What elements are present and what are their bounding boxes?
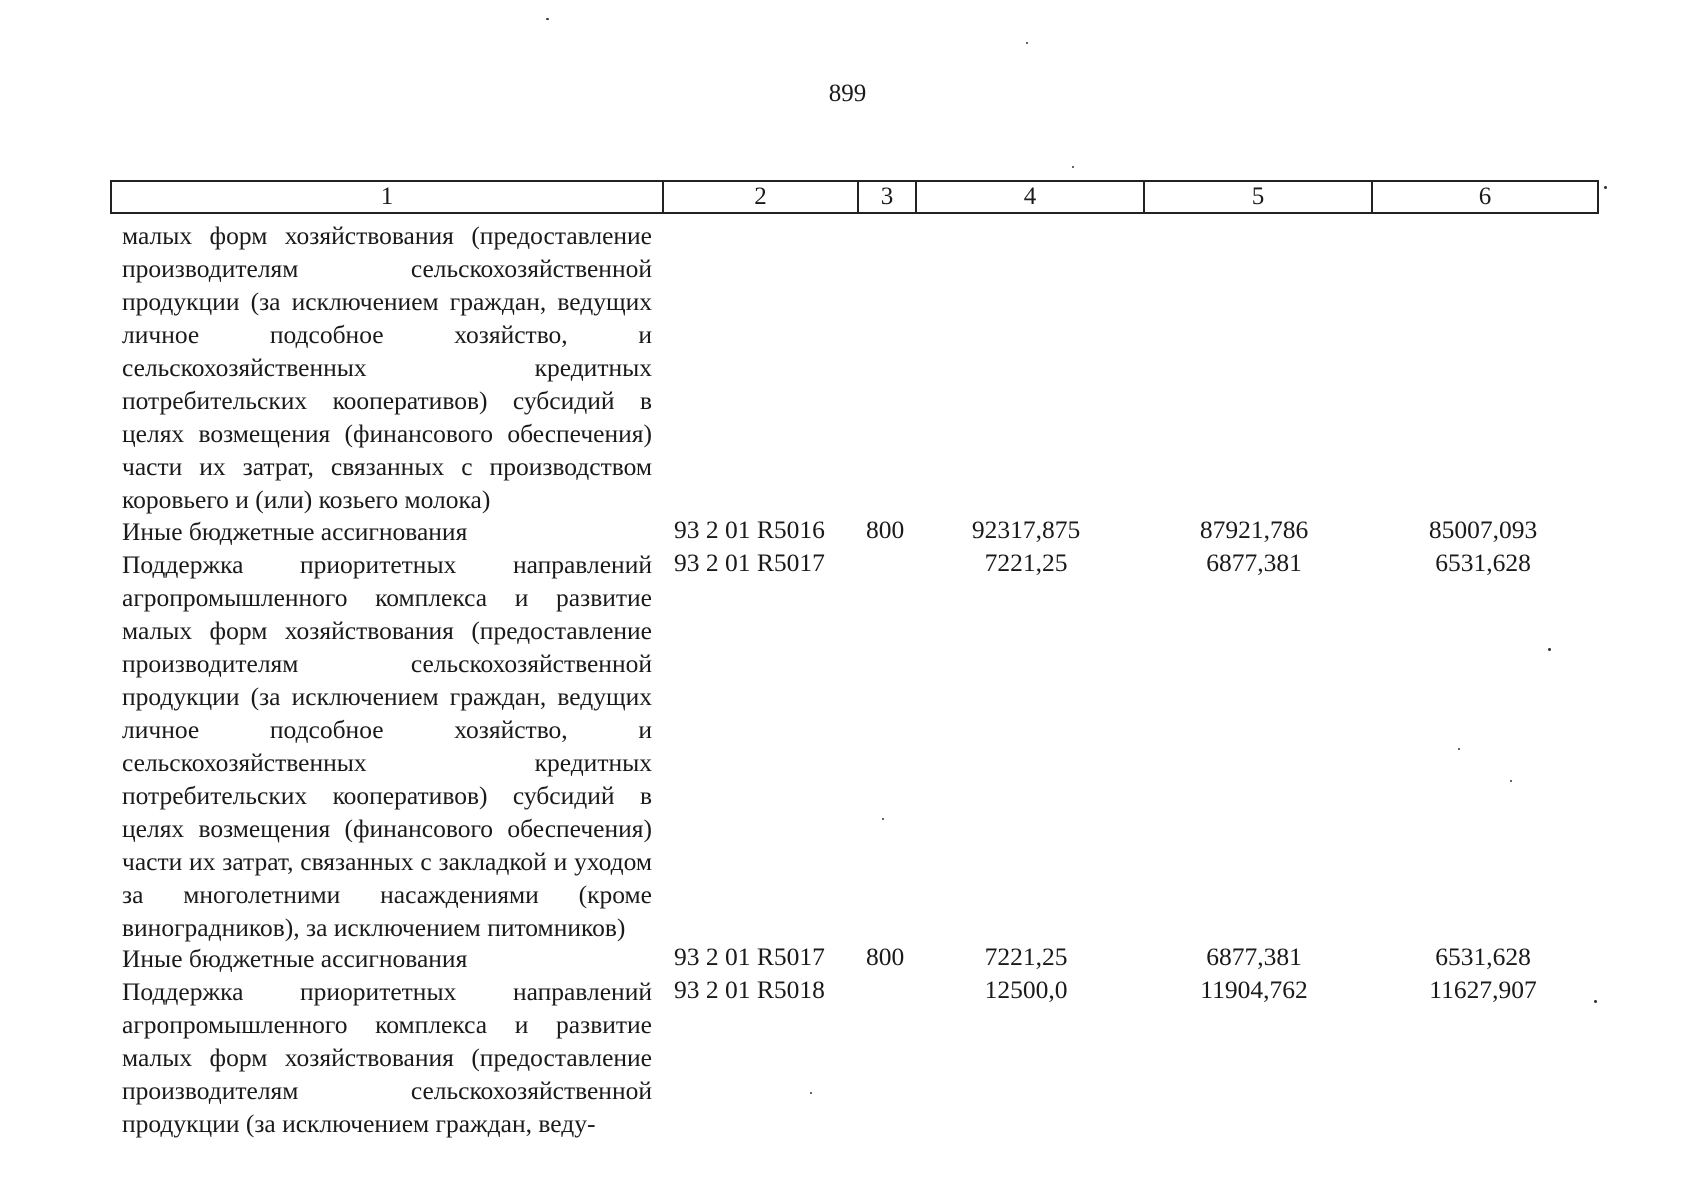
row-value-col6: 85007,093 [1428,515,1538,544]
scan-speck [1548,648,1551,651]
row-code: 93 2 01 R5017 [674,548,825,577]
row-value-col6: 6531,628 [1435,942,1531,971]
row-value-col4: 12500,0 [984,975,1068,1004]
row-description: малых форм хозяйствования (предоставление производителям сельскохозяйственной продукции (за исключением граждан, ведущих личное подсобное хозяйство, и сельскохозяйственных кредитных потребительских кооперативов) субсидий в целях возмещения (финансового обеспечения) части их затрат, связанных с производством коровьего и (или) козьего молока) [122,221,652,514]
column-header-2: 2 [663,181,858,213]
scan-speck [1458,748,1460,750]
column-header-3: 3 [858,181,916,213]
row-description: Поддержка приоритетных направлений агропромышленного комплекса и развитие малых форм хозяйствования (предоставление производителям сельскохозяйственной продукции (за исключением граждан, веду- [122,977,652,1138]
scan-speck [1594,1000,1597,1003]
column-header-4: 4 [916,181,1144,213]
scan-speck [1510,780,1512,782]
row-value-col4: 7221,25 [984,548,1068,577]
scan-speck [810,1092,812,1094]
row-code: 93 2 01 R5018 [674,975,825,1004]
scan-speck [546,18,549,20]
row-value-col5: 11904,762 [1200,975,1308,1004]
row-value-col6: 11627,907 [1429,975,1537,1004]
column-header-1: 1 [111,181,663,213]
scan-speck [1604,186,1607,189]
row-description: Иные бюджетные ассигнования [122,944,468,973]
row-value-col5: 6877,381 [1206,942,1302,971]
row-type: 800 [866,942,905,971]
row-value-col4: 92317,875 [971,515,1081,544]
row-code: 93 2 01 R5016 [674,515,825,544]
page-number: 899 [828,80,867,107]
row-value-col5: 6877,381 [1206,548,1302,577]
row-type: 800 [866,515,905,544]
row-value-col5: 87921,786 [1199,515,1309,544]
row-value-col6: 6531,628 [1435,548,1531,577]
row-description: Поддержка приоритетных направлений агропромышленного комплекса и развитие малых форм хозяйствования (предоставление производителям сельскохозяйственной продукции (за исключением граждан, ведущих личное подсобное хозяйство, и сельскохозяйственных кредитных потребительских кооперативов) субсидий в целях возмещения (финансового обеспечения) части их затрат, связанных с закладкой и уходом за многолетними насаждениями (кроме виноградников), за исключением питомников) [122,550,652,942]
column-header-5: 5 [1144,181,1372,213]
column-header-6: 6 [1372,181,1598,213]
column-header-row [110,180,1599,214]
row-code: 93 2 01 R5017 [674,942,825,971]
scan-speck [1072,166,1074,168]
row-description: Иные бюджетные ассигнования [122,517,468,546]
scan-speck [882,818,884,820]
row-value-col4: 7221,25 [984,942,1068,971]
scan-speck [1026,42,1028,44]
